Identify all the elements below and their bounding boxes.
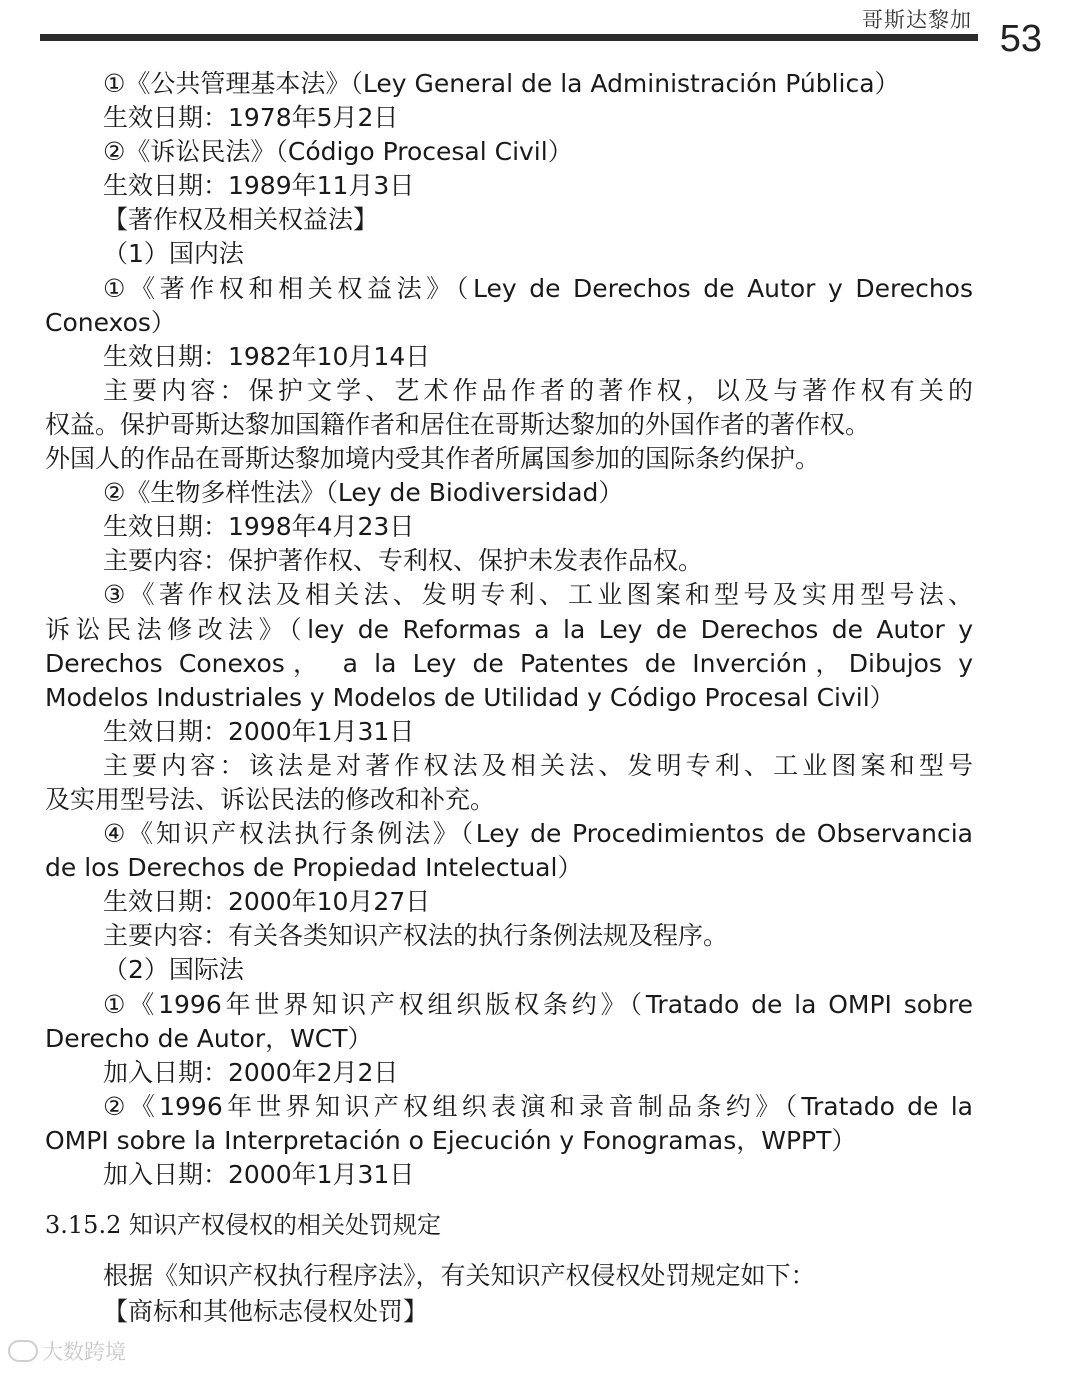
- text-line: 生效日期：1982年10月14日: [103, 341, 431, 371]
- text-line: ④《知识产权法执行条例法》（Ley de Procedimientos de Observancia: [103, 819, 973, 849]
- text-line: ③《著作权法及相关法、发明专利、工业图案和型号及实用型号法、: [103, 580, 973, 610]
- text-line: 生效日期：1998年4月23日: [103, 512, 415, 542]
- text-line: Derechos Conexos， a la Ley de Patentes de Inverción，Dibujos y: [45, 648, 973, 678]
- text-line: 主要内容：保护著作权、专利权、保护未发表作品权。: [103, 546, 704, 576]
- text-line: ①《公共管理基本法》（Ley General de la Administración Pública）: [103, 69, 900, 98]
- text-line: Conexos）: [45, 307, 176, 337]
- text-line: Modelos Industriales y Modelos de Utilidad y Código Procesal Civil）: [45, 682, 895, 712]
- text-line: OMPI sobre la Interpretación o Ejecución y Fonogramas，WPPT）: [45, 1125, 857, 1155]
- text-line: 生效日期：1978年5月2日: [103, 103, 399, 133]
- section-intro: 根据《知识产权执行程序法》，有关知识产权侵权处罚规定如下：: [103, 1261, 816, 1291]
- header-rule: [40, 34, 978, 41]
- text-line: ②《生物多样性法》（Ley de Biodiversidad）: [103, 478, 624, 508]
- text-line: 生效日期：1989年11月3日: [103, 171, 415, 201]
- text-line: 诉讼民法修改法》（ley de Reformas a la Ley de Derechos de Autor y: [45, 614, 973, 644]
- watermark-text: 大数跨境: [42, 1340, 126, 1364]
- text-line: Derecho de Autor，WCT）: [45, 1023, 373, 1053]
- body-text: [45, 67, 973, 1330]
- watermark-logo-icon: [8, 1340, 38, 1362]
- text-line: 主要内容：该法是对著作权法及相关法、发明专利、工业图案和型号: [103, 750, 973, 780]
- text-line: 加入日期：2000年1月31日: [103, 1160, 415, 1189]
- text-line: 【著作权及相关权益法】: [103, 205, 379, 235]
- running-header-title: 哥斯达黎加: [862, 8, 972, 32]
- text-line: ①《著作权和相关权益法》（Ley de Derechos de Autor y Derechos: [103, 273, 973, 303]
- text-line: 外国人的作品在哥斯达黎加境内受其作者所属国参加的国际条约保护。: [45, 444, 821, 474]
- page-number: 53: [999, 18, 1042, 60]
- section-heading: 3.15.2 知识产权侵权的相关处罚规定: [45, 1211, 441, 1240]
- text-line: 生效日期：2000年1月31日: [103, 716, 415, 746]
- text-line: 及实用型号法、诉讼民法的修改和补充。: [45, 784, 496, 814]
- text-line: ②《诉讼民法》（Código Procesal Civil）: [103, 137, 573, 167]
- text-line: 主要内容：保护文学、艺术作品作者的著作权，以及与著作权有关的: [103, 375, 973, 405]
- text-line: （1）国内法: [103, 239, 244, 269]
- text-line: 加入日期：2000年2月2日: [103, 1057, 399, 1087]
- watermark: [8, 1336, 126, 1366]
- text-line: 主要内容：有关各类知识产权法的执行条例法规及程序。: [103, 921, 729, 951]
- text-line: （2）国际法: [103, 955, 244, 985]
- section-subheading: 【商标和其他标志侵权处罚】: [103, 1297, 429, 1327]
- text-line: ②《1996年世界知识产权组织表演和录音制品条约》（Tratado de la: [103, 1091, 973, 1121]
- text-line: 权益。保护哥斯达黎加国籍作者和居住在哥斯达黎加的外国作者的著作权。: [45, 409, 871, 439]
- text-line: ①《1996年世界知识产权组织版权条约》（Tratado de la OMPI sobre: [103, 989, 973, 1019]
- text-line: 生效日期：2000年10月27日: [103, 887, 431, 917]
- text-line: de los Derechos de Propiedad Intelectual）: [45, 853, 583, 883]
